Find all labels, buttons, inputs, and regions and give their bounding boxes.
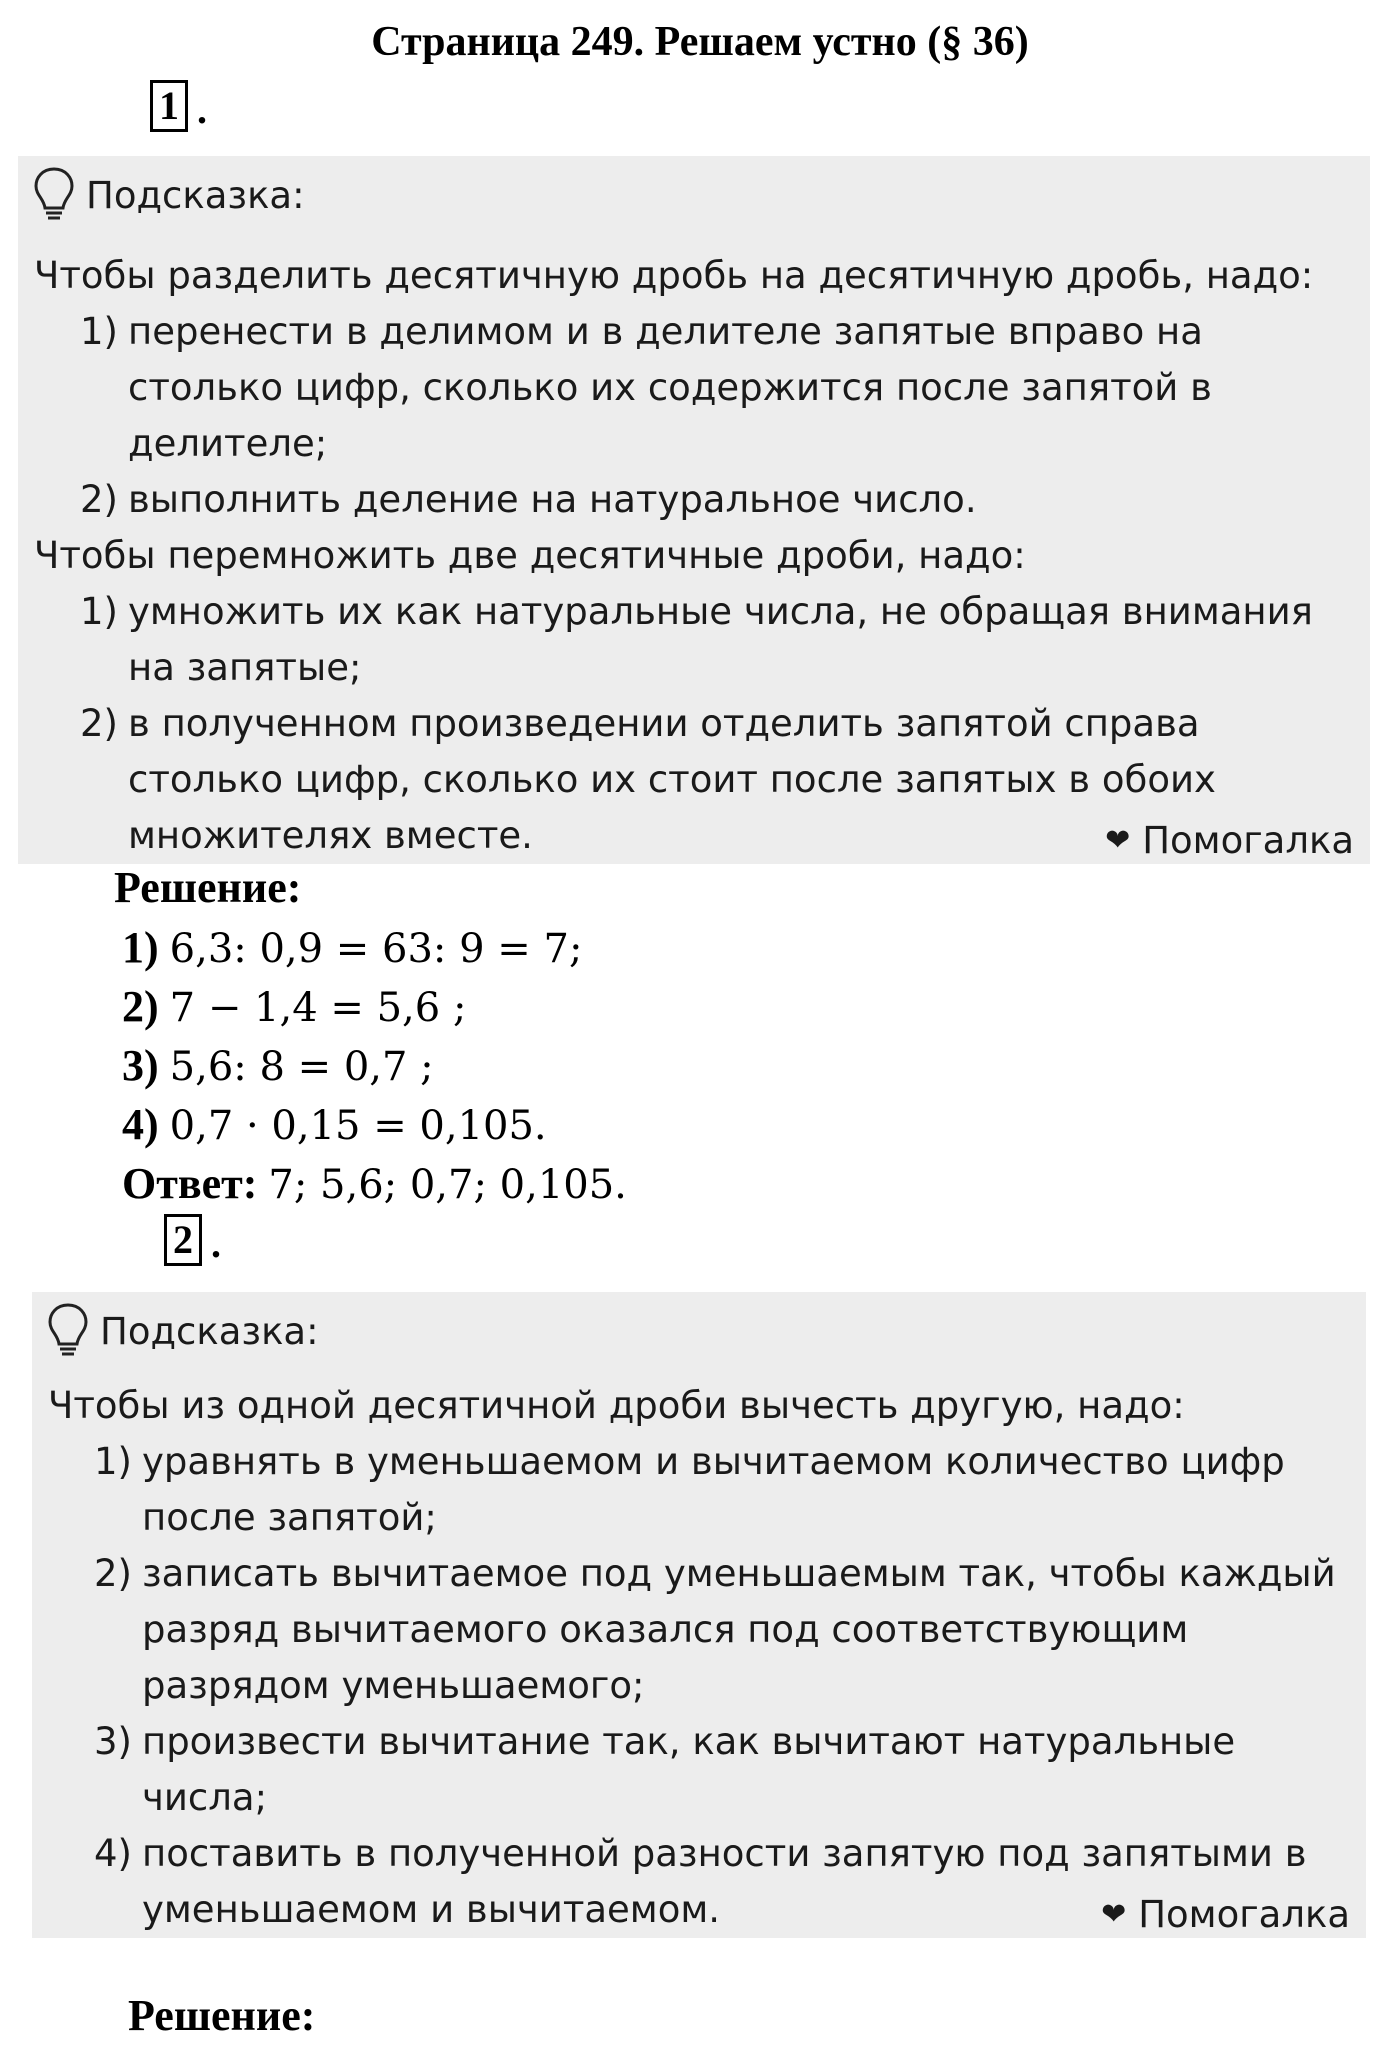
solution-line: 4) 0,7 · 0,15 = 0,105. [122,1100,547,1149]
lightbulb-icon [46,1302,90,1360]
page-title: Страница 249. Решаем устно (§ 36) [371,19,1029,65]
credit-pomogalka: ❤ Помогалка [1105,819,1354,862]
hint-text [34,248,1354,864]
task-number-2: 2 [164,1214,202,1266]
solution-label: Решение: [114,863,302,912]
hint-intro: Чтобы из одной десятичной дроби вычесть другую, надо: [48,1384,1185,1427]
hint-step: 1) перенести в делимом и в делителе запятые вправо на столько цифр, сколько их содержится после запятой в делителе; [80,310,1212,465]
hint-step: 1) умножить их как натуральные числа, не обращая внимания на запятые; [80,590,1313,689]
hint-step: 2) в полученном произведении отделить запятой справа столько цифр, сколько их стоит после запятых в обоих множителях вместе. [80,702,1216,857]
solution-line: 2) 7 − 1,4 = 5,6 ; [122,982,467,1031]
hint-step: 3) произвести вычитание так, как вычитают натуральные числа; [94,1720,1236,1819]
hint-step: 2) выполнить деление на натуральное число. [80,478,977,521]
hint-intro: Чтобы перемножить две десятичные дроби, надо: [34,534,1026,577]
hint-box-2 [32,1292,1366,1938]
solution-2 [128,1990,315,2047]
hint-label: Подсказка: [100,1309,319,1353]
heart-icon: ❤ [1101,1897,1127,1932]
task-number-1: 1 [150,80,188,132]
hint-header [32,166,305,224]
solution-line: 3) 5,6: 8 = 0,7 ; [122,1041,434,1090]
hint-box-1 [18,156,1370,864]
hint-label: Подсказка: [86,173,305,217]
solution-label: Решение: [128,1991,316,2040]
hint-text [48,1378,1350,1938]
hint-header [46,1302,319,1360]
heart-icon: ❤ [1105,823,1131,858]
lightbulb-icon [32,166,76,224]
hint-step: 1) уравнять в уменьшаемом и вычитаемом количество цифр после запятой; [94,1440,1285,1539]
solution-1 [114,862,627,1214]
hint-step: 4) поставить в полученной разности запятую под запятыми в уменьшаемом и вычитаемом. [94,1832,1307,1931]
hint-intro: Чтобы разделить десятичную дробь на десятичную дробь, надо: [34,254,1314,297]
solution-line: 1) 6,3: 0,9 = 63: 9 = 7; [122,923,583,972]
credit-pomogalka: ❤ Помогалка [1101,1893,1350,1936]
answer-line: Ответ: 7; 5,6; 0,7; 0,105. [122,1159,627,1208]
hint-step: 2) записать вычитаемое под уменьшаемым так, чтобы каждый разряд вычитаемого оказался под соответствующим разрядом уменьшаемого; [94,1552,1336,1707]
